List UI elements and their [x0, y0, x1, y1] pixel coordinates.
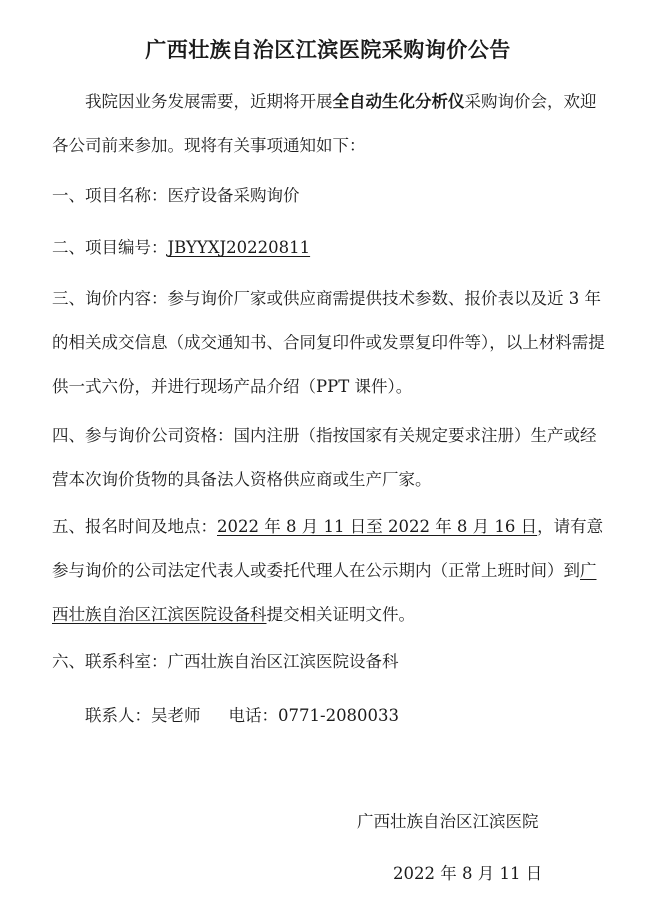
signature-date: 2022 年 8 月 11 日: [393, 864, 543, 883]
item-contact-department: [52, 640, 612, 684]
item2-value: JBYYXJ20220811: [167, 238, 311, 257]
item5-label: 五、报名时间及地点：: [52, 517, 217, 536]
contact-phone: 0771-2080033: [278, 706, 400, 725]
item-registration: [52, 505, 612, 637]
item-inquiry-content: 三、询价内容：参与询价厂家或供应商需提供技术参数、报价表以及近 3 年的相关成交信息（成交通知书、合同复印件或发票复印件等），以上材料需提供一式六份，并进行现场产品介绍（PPT 课件）。: [52, 289, 605, 396]
page-title: 广西壮族自治区江滨医院采购询价公告: [145, 37, 511, 62]
contact-person-label: 联系人：: [85, 706, 151, 725]
item5-period: 2022 年 8 月 11 日至 2022 年 8 月 16 日: [217, 517, 538, 536]
signature-org: 广西壮族自治区江滨医院: [357, 812, 539, 831]
intro-suffix: 采购询价会，欢迎各公司前来参加。现将有关事项通知如下：: [52, 92, 597, 155]
contact-person: 吴老师: [151, 706, 201, 725]
item5-end: 提交相关证明文件。: [266, 605, 415, 624]
item6-value: 广西壮族自治区江滨医院设备科: [167, 652, 399, 671]
intro-prefix: 我院因业务发展需要，近期将开展: [85, 92, 333, 111]
item6-label: 六、联系科室：: [52, 652, 168, 671]
item-project-name: [52, 174, 612, 218]
item-project-number: [52, 226, 612, 270]
item1-value: 医疗设备采购询价: [167, 186, 300, 205]
intro-paragraph: [52, 80, 612, 168]
item5-place: 广西壮族自治区江滨医院设备科: [52, 561, 597, 624]
item2-label: 二、项目编号：: [52, 238, 168, 257]
intro-highlight: 全自动生化分析仪: [332, 92, 465, 111]
contact-line: [52, 694, 612, 738]
item1-label: 一、项目名称：: [52, 186, 168, 205]
contact-phone-label: 电话：: [228, 706, 278, 725]
item5-mid: ，请有意参与询价的公司法定代表人或委托代理人在公示期内（正常上班时间）到: [52, 517, 604, 580]
item-qualification: 四、参与询价公司资格：国内注册（指按国家有关规定要求注册）生产或经营本次询价货物的具备法人资格供应商或生产厂家。: [52, 426, 597, 489]
